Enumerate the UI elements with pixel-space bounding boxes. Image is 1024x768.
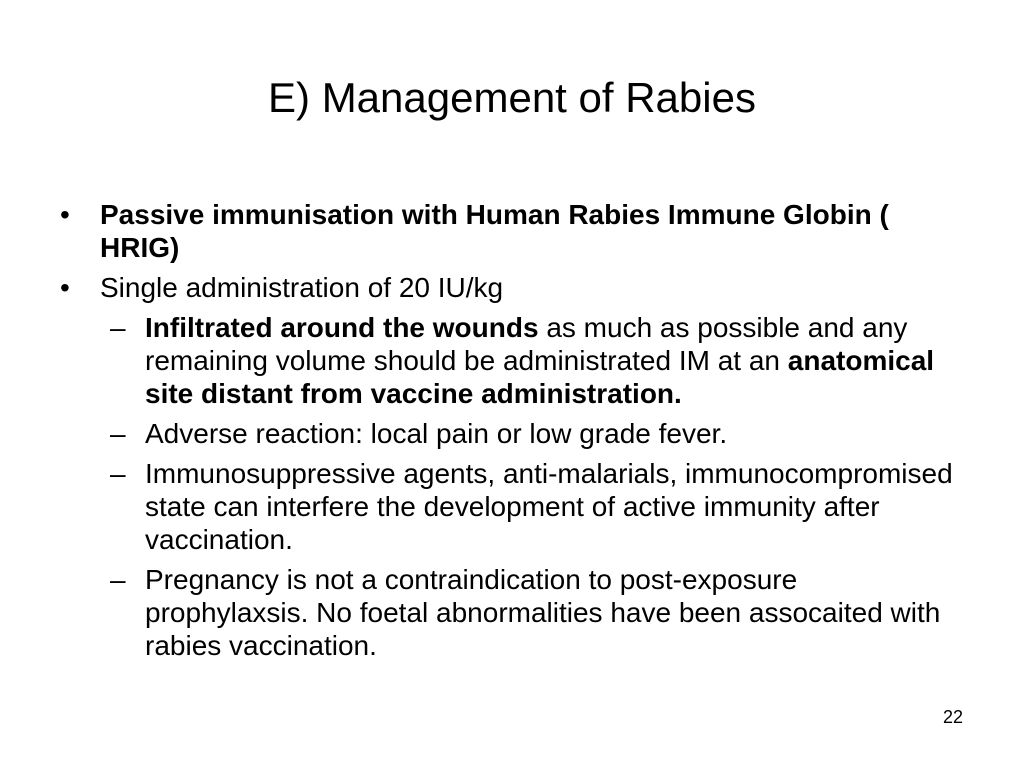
- slide-title: E) Management of Rabies: [268, 74, 756, 121]
- sub-bullet-infiltrated: [60, 311, 960, 410]
- sub-bullet-pregnancy: [60, 563, 960, 662]
- bullet-text: Single administration of 20 IU/kg: [100, 272, 504, 303]
- dash-marker: –: [110, 312, 126, 343]
- bullet-marker: •: [60, 199, 70, 230]
- sub-bullet-text: Pregnancy is not a contraindication to post-exposure prophylaxsis. No foetal abnormalities have been assocaited with rabies vaccination.: [145, 564, 941, 661]
- page-number: 22: [942, 707, 963, 727]
- sub-bullet-text: Adverse reaction: local pain or low grade fever.: [145, 418, 728, 449]
- bullet-passive-immunisation: [60, 198, 960, 264]
- sub-bullet-bold-text: Infiltrated around the wounds: [145, 312, 539, 343]
- sub-bullet-adverse-reaction: [60, 417, 960, 450]
- dash-marker: –: [110, 418, 126, 449]
- bullet-text: Passive immunisation with Human Rabies Immune Globin ( HRIG): [100, 199, 889, 263]
- sub-bullet-immunosuppressive: [60, 457, 960, 556]
- dash-marker: –: [110, 458, 126, 489]
- slide-content: [60, 198, 960, 669]
- dash-marker: –: [110, 564, 126, 595]
- sub-bullet-bold-text: anatomical site distant from vaccine administration.: [145, 345, 935, 409]
- bullet-marker: •: [60, 272, 70, 303]
- sub-bullet-text: Immunosuppressive agents, anti-malarials, immunocompromised state can interfere the development of active immunity after vaccination.: [145, 458, 953, 555]
- bullet-single-administration: [60, 271, 960, 304]
- sub-bullet-text: as much as possible and any remaining volume should be administrated IM at an: [145, 312, 908, 376]
